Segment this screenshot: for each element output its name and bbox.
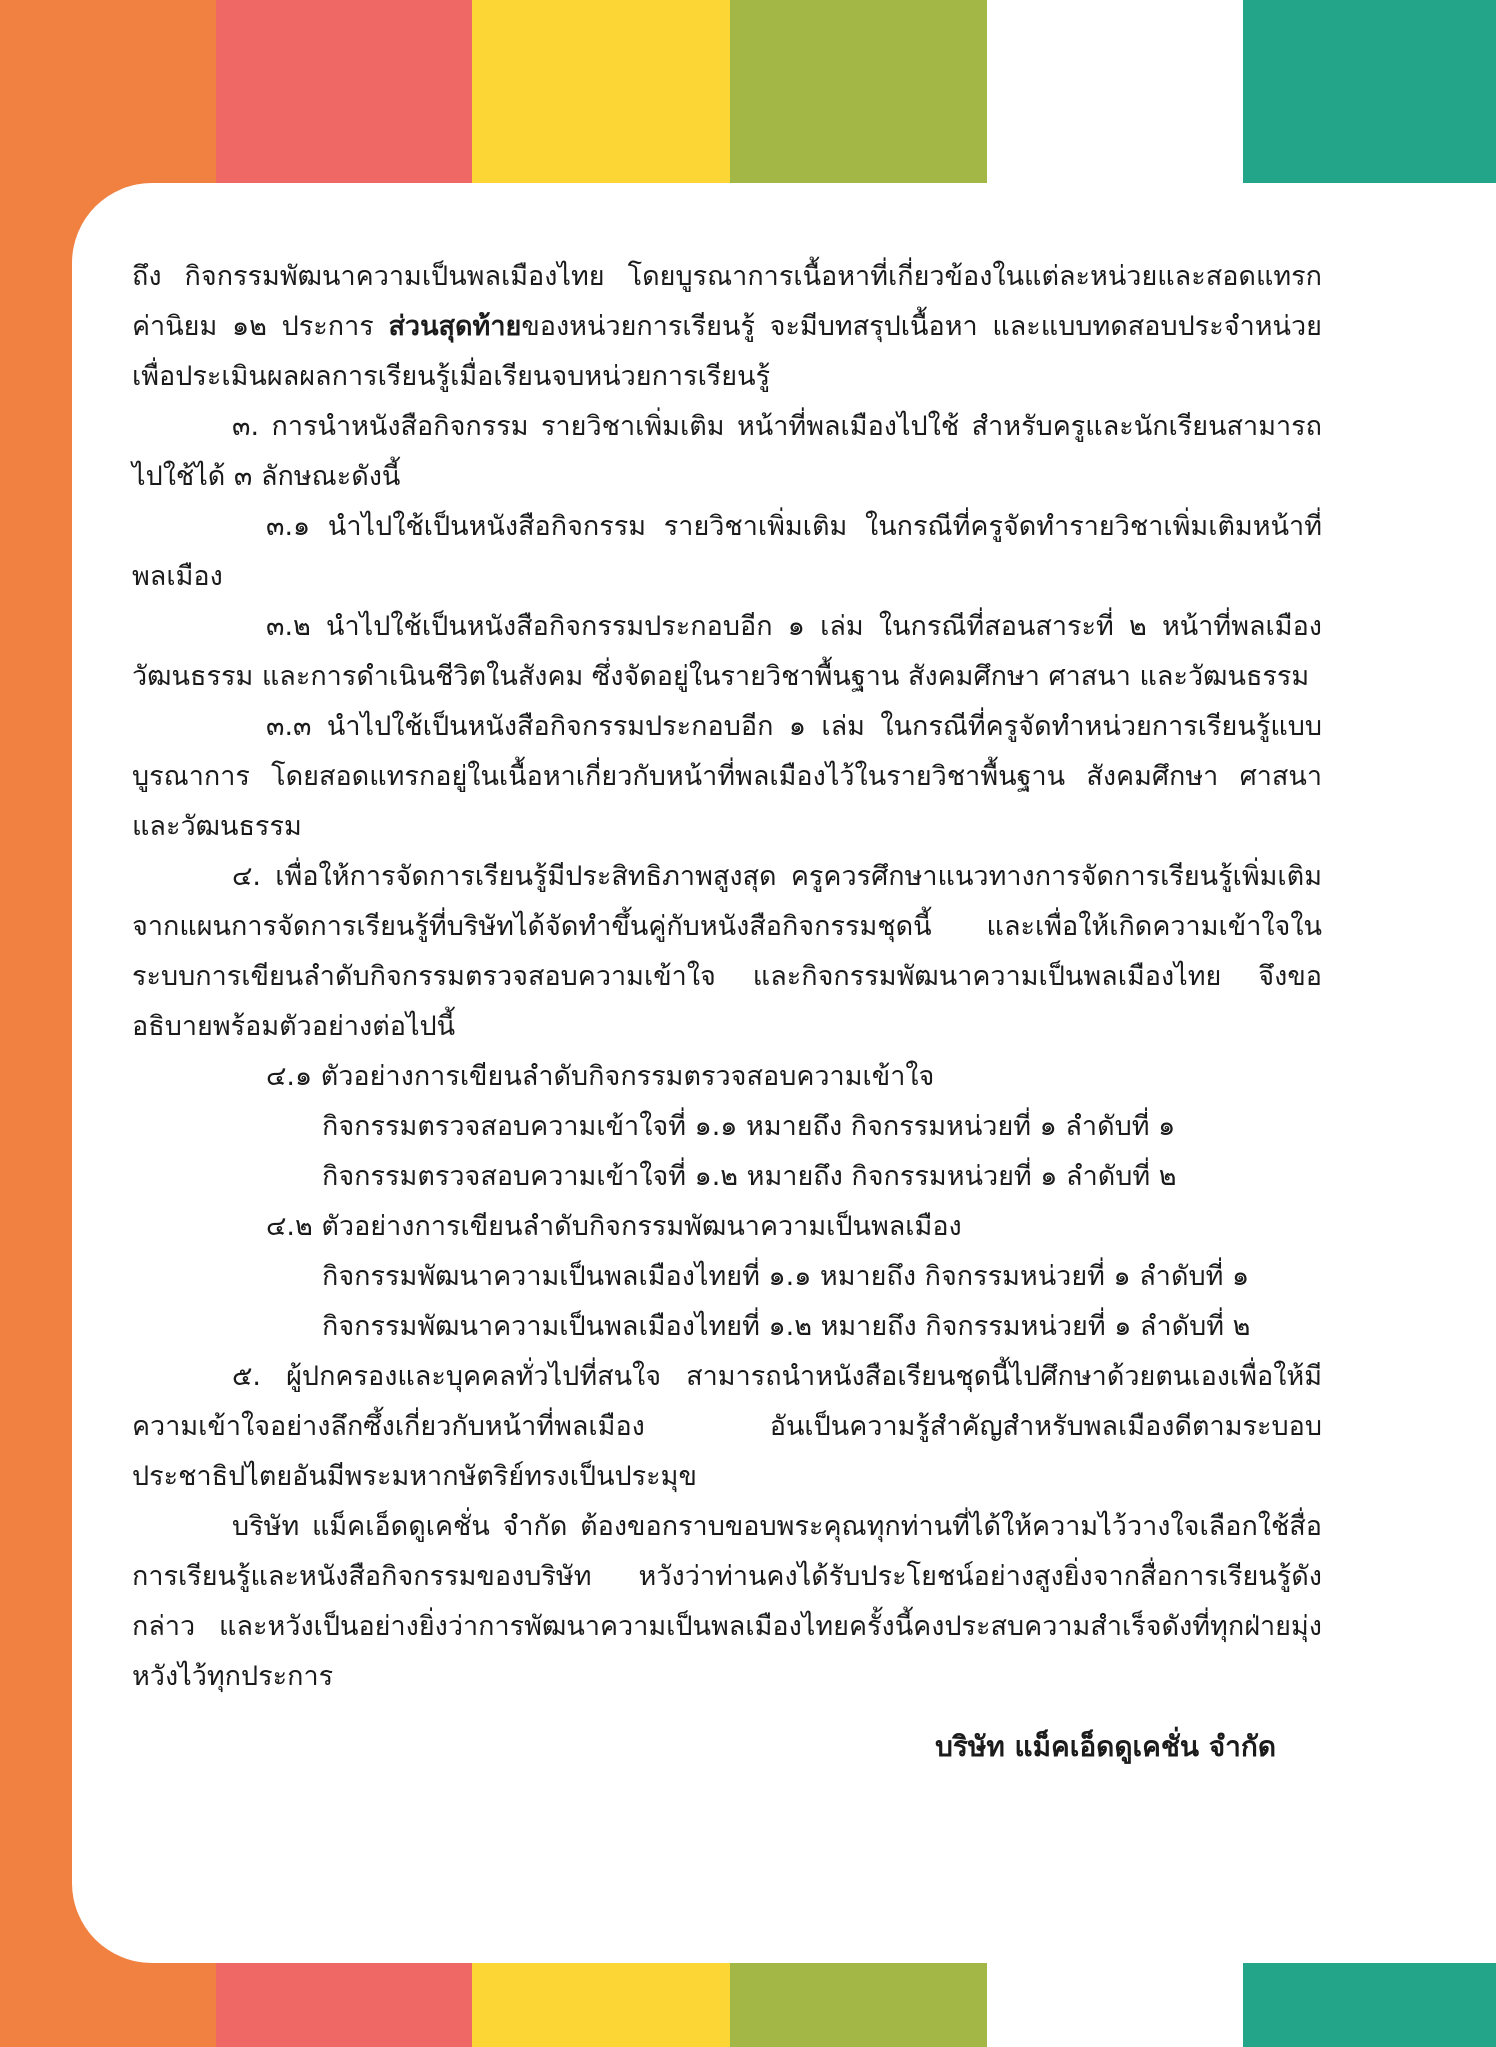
signature: บริษัท แม็คเอ็ดดูเคชั่น จำกัด	[935, 1730, 1276, 1763]
intro-bold-phrase: ส่วนสุดท้าย	[388, 311, 522, 342]
item-4-2-example-b: กิจกรรมพัฒนาความเป็นพลเมืองไทยที่ ๑.๒ หมายถึง กิจกรรมหน่วยที่ ๑ ลำดับที่ ๒	[322, 1311, 1251, 1342]
item-3-2: ๓.๒ นำไปใช้เป็นหนังสือกิจกรรมประกอบอีก ๑ เล่ม ในกรณีที่สอนสาระที่ ๒ หน้าที่พลเมือง วัฒนธรรม และการดำเนินชีวิตในสังคม ซึ่งจัดอยู่ในรายวิชาพื้นฐาน สังคมศึกษา ศาสนา และวัฒนธรรม	[132, 611, 1322, 692]
item-4-1-example-b: กิจกรรมตรวจสอบความเข้าใจที่ ๑.๒ หมายถึง กิจกรรมหน่วยที่ ๑ ลำดับที่ ๒	[322, 1161, 1177, 1192]
item-4-2: ๔.๒ ตัวอย่างการเขียนลำดับกิจกรรมพัฒนาความเป็นพลเมือง	[266, 1211, 962, 1242]
item-5: ๕. ผู้ปกครองและบุคคลทั่วไปที่สนใจ สามารถนำหนังสือเรียนชุดนี้ไปศึกษาด้วยตนเองเพื่อให้มีความเข้าใจอย่างลึกซึ้งเกี่ยวกับหน้าที่พลเมือง อันเป็นความรู้สำคัญสำหรับพลเมืองดีตามระบอบประชาธิปไตยอันมีพระมหากษัตริย์ทรงเป็นประมุข	[132, 1361, 1322, 1492]
closing-paragraph: บริษัท แม็คเอ็ดดูเคชั่น จำกัด ต้องขอกราบขอบพระคุณทุกท่านที่ได้ให้ความไว้วางใจเลือกใช้สื่อการเรียนรู้และหนังสือกิจกรรมของบริษัท หวังว่าท่านคงได้รับประโยชน์อย่างสูงยิ่งจากสื่อการเรียนรู้ดังกล่าว และหวังเป็นอย่างยิ่งว่าการพัฒนาความเป็นพลเมืองไทยครั้งนี้คงประสบความสำเร็จดังที่ทุกฝ่ายมุ่งหวังไว้ทุกประการ	[132, 1511, 1322, 1692]
intro-paragraph: ถึง กิจกรรมพัฒนาความเป็นพลเมืองไทย โดยบูรณาการเนื้อหาที่เกี่ยวข้องในแต่ละหน่วยและสอดแทรกค่านิยม ๑๒ ประการ ส่วนสุดท้ายของหน่วยการเรียนรู้ จะมีบทสรุปเนื้อหา และแบบทดสอบประจำหน่วยเพื่อประเมินผลผลการเรียนรู้เมื่อเรียนจบหน่วยการเรียนรู้	[132, 261, 1322, 392]
item-3-1: ๓.๑ นำไปใช้เป็นหนังสือกิจกรรม รายวิชาเพิ่มเติม ในกรณีที่ครูจัดทำรายวิชาเพิ่มเติมหน้าที่พลเมือง	[132, 511, 1322, 592]
document-body	[132, 252, 1322, 1702]
item-3-3: ๓.๓ นำไปใช้เป็นหนังสือกิจกรรมประกอบอีก ๑ เล่ม ในกรณีที่ครูจัดทำหน่วยการเรียนรู้แบบบูรณาการ โดยสอดแทรกอยู่ในเนื้อหาเกี่ยวกับหน้าที่พลเมืองไว้ในรายวิชาพื้นฐาน สังคมศึกษา ศาสนา และวัฒนธรรม	[132, 711, 1322, 842]
item-4: ๔. เพื่อให้การจัดการเรียนรู้มีประสิทธิภาพสูงสุด ครูควรศึกษาแนวทางการจัดการเรียนรู้เพิ่มเติมจากแผนการจัดการเรียนรู้ที่บริษัทได้จัดทำขึ้นคู่กับหนังสือกิจกรรมชุดนี้ และเพื่อให้เกิดความเข้าใจในระบบการเขียนลำดับกิจกรรมตรวจสอบความเข้าใจ และกิจกรรมพัฒนาความเป็นพลเมืองไทย จึงขออธิบายพร้อมตัวอย่างต่อไปนี้	[132, 861, 1322, 1042]
item-4-2-example-a: กิจกรรมพัฒนาความเป็นพลเมืองไทยที่ ๑.๑ หมายถึง กิจกรรมหน่วยที่ ๑ ลำดับที่ ๑	[322, 1261, 1250, 1292]
item-4-1-example-a: กิจกรรมตรวจสอบความเข้าใจที่ ๑.๑ หมายถึง กิจกรรมหน่วยที่ ๑ ลำดับที่ ๑	[322, 1111, 1176, 1142]
item-3: ๓. การนำหนังสือกิจกรรม รายวิชาเพิ่มเติม หน้าที่พลเมืองไปใช้ สำหรับครูและนักเรียนสามารถไปใช้ได้ ๓ ลักษณะดังนี้	[132, 411, 1322, 492]
item-4-1: ๔.๑ ตัวอย่างการเขียนลำดับกิจกรรมตรวจสอบความเข้าใจ	[266, 1061, 935, 1092]
